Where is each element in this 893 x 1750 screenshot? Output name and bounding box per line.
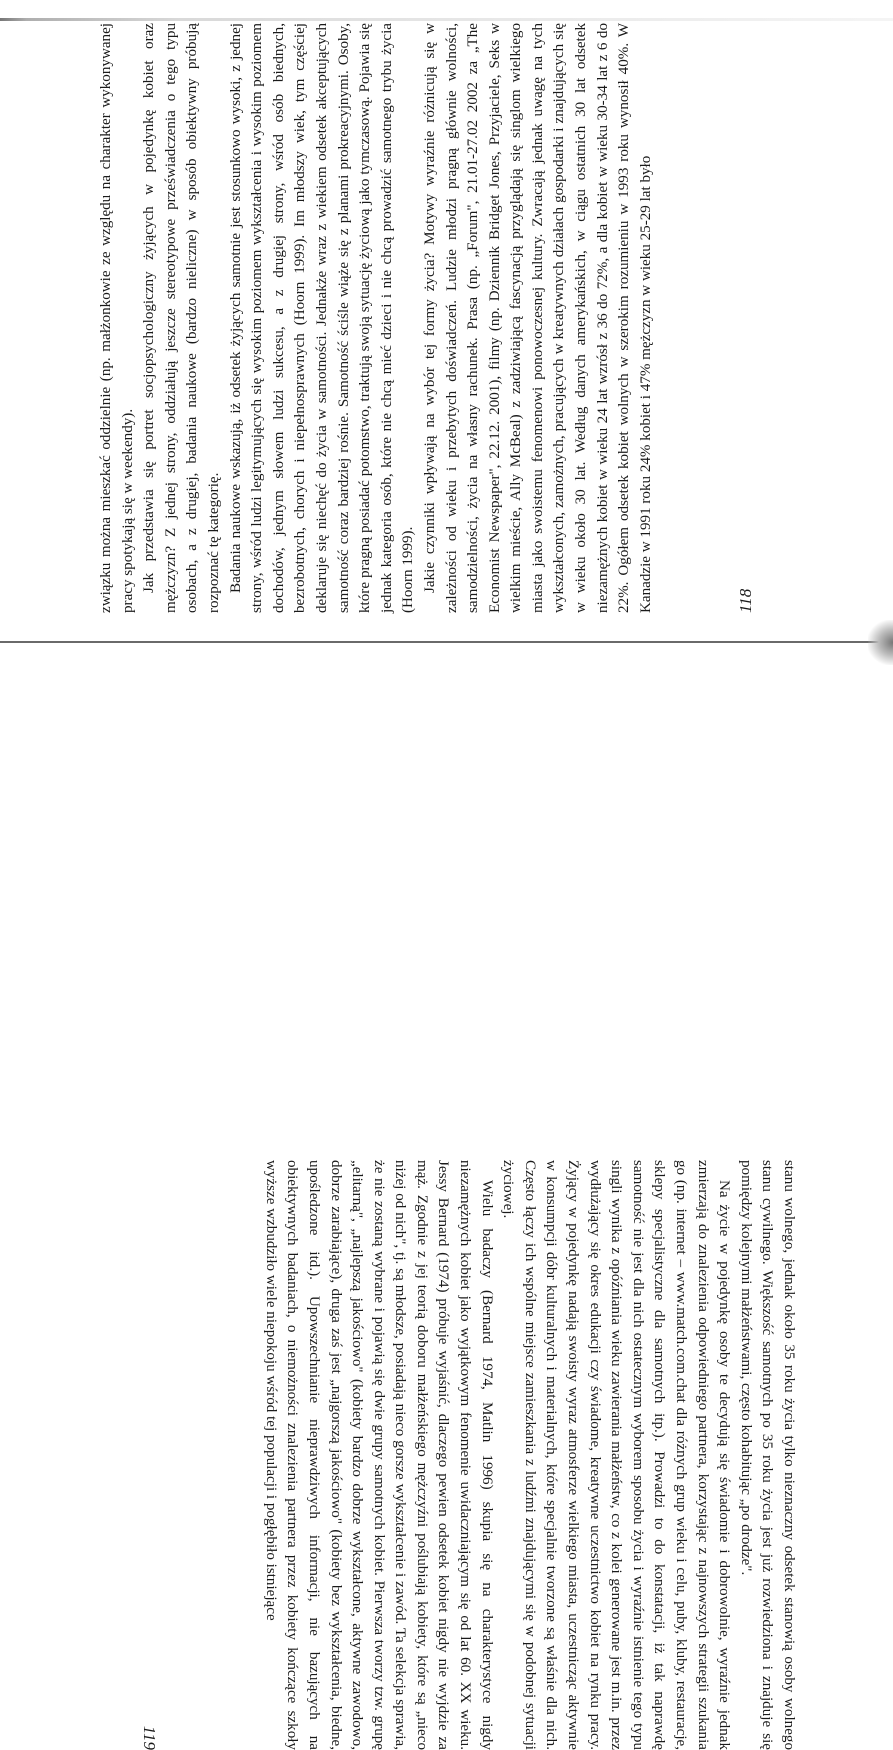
right-page	[134, 1160, 799, 1750]
right-page-body	[259, 1160, 799, 1750]
paragraph: stanu wolnego, jednak około 35 roku życia tylko nieznaczny odsetek stanowią osoby wolnego stanu cywilnego. Większość samotnych po 35 roku życia jest już rozwiedziona i znajduje się pomiędzy kolejnymi małżeństwami, często kohabitując „po drodze".	[737, 1160, 797, 1750]
paragraph: Jakie czynniki wpływają na wybór tej formy życia? Motywy wyraźnie różnicują się w zależności od wieku i przebytych doświadczeń. Ludzie młodzi pragną głównie wolności, samodzielności, życia na własny rachunek. Prasa (np. „Forum", 21.01-27.02 2002 za „The Economist Newspaper", 22.12. 2001), filmy (np. Dziennik Bridget Jones, Przyjaciele, Seks w wielkim mieście, Ally McBeal) z zadziwiającą fascynacją przyglądają się singlom wielkiego miasta jako swoistemu fenomenowi ponowoczesnej kultury. Zwracają jednak uwagę na tych wykształconych, zamożnych, pracujących w kreatywnych działach gospodarki i znajdujących się w wieku około 30 lat. Według danych amerykańskich, w ciągu ostatnich 30 lat odsetek niezamężnych kobiet w wieku 24 lat wzrósł z 36 do 72%, a dla kobiet w wieku 30-34 lat z 6 do 22%. Ogółem odsetek kobiet wolnych w szerokim rozumieniu w 1993 roku wynosił 40%. W Kanadzie w 1991 roku 24% kobiet i 47% mężczyzn w wieku 25-29 lat było	[421, 23, 654, 613]
left-page-body	[96, 23, 657, 613]
page-number: 118	[736, 588, 755, 613]
paragraph: Wielu badaczy (Bernard 1974, Matlin 1996) skupia się na charakterystyce nigdy niezamężnych kobiet jako wyjątkowym fenomenie uwidaczniającym się od lat 60. XX wieku. Jessy Bernard (1974) próbuje wyjaśnić, dlaczego pewien odsetek kobiet nigdy nie wyjdzie za mąż. Zgodnie z jej teorią doboru małżeńskiego mężczyźni poślubiają kobiety, które są „nieco niżej od nich", tj. są młodsze, posiadają nieco gorsze wykształcenie i zawód. Ta selekcja sprawia, że nie zostaną wybrane i pojawią się dwie grupy samotnych kobiet. Pierwsza tworzy tzw. grupę „elitarną", „najlepszą jakościowo" (kobiety bardzo dobrze wykształcone, aktywne zawodowo, dobrze zarabiające), druga zaś jest „najgorszą jakościowo" (kobiety bez wykształcenia, biedne, upośledzone itd.). Upowszechnianie nieprawdziwych informacji, nie bazujących na obiektywnych badaniach, o niemożności znalezienia partnera przez kobiety kończące szkoły wyższe wzbudziło wiele niepokoju wśród tej populacji i pogłębiło istniejące	[262, 1160, 495, 1750]
paragraph: Na życie w pojedynkę osoby te decydują się świadomie i dobrowolnie, wyraźnie jednak zmierzają do znalezienia odpowiedniego partnera, korzystając z najnowszych strategii szukania go (np. internet – www.match.com.chat dla różnych grup wieku i celu, puby, kluby, restauracje, sklepy specjalistyczne dla samotnych itp.). Prowadzi to do konstatacji, iż tak naprawdę samotność nie jest dla nich ostatecznym wyborem sposobu życia i wyraźnie istnienie tego typu singli wynika z opóźniania wieku zawierania małżeństw, co z kolei generowane jest m.in. przez wydłużający się okres edukacji czy świadome, kreatywne uczestnictwo kobiet na rynku pracy. Żyjący w pojedynkę nadają swoisty wyraz atmosferze wielkiego miasta, uczestnicząc aktywnie w konsumpcji dóbr kulturalnych i materialnych, które specjalnie tworzone są właśnie dla nich. Często łączy ich wspólne miejsce zamieszkania z ludźmi znajdującymi się w podobnej sytuacji życiowej.	[500, 1160, 733, 1750]
paragraph: Jak przedstawia się portret socjopsychologiczny żyjących w pojedynkę kobiet oraz mężczyzn? Z jednej strony, oddziałują jeszcze stereotypowe przeświadczenia o tego typu osobach, a z drugiej, badania naukowe (bardzo nieliczne) w sposób obiektywny próbują rozpoznać tę kategorię.	[141, 23, 222, 613]
paragraph: Badania naukowe wskazują, iż odsetek żyjących samotnie jest stosunkowo wysoki, z jednej strony, wśród ludzi legitymujących się wysokim poziomem wykształcenia i wysokim poziomem dochodów, jednym słowem ludzi sukcesu, a z drugiej strony, wśród osób biednych, bezrobotnych, chorych i niepełnosprawnych (Hoorn 1999). Im młodszy wiek, tym częściej deklaruje się niechęć do życia w samotności. Jednakże wraz z wiekiem odsetek akceptujących samotność coraz bardziej rośnie. Samotność ściśle wiąże się z planami prokreacyjnymi. Osoby, które pragną posiadać potomstwo, traktują swoją sytuację życiową jako tymczasową. Pojawia się jednak kategoria osób, które nie chcą mieć dzieci i nie chcą prowadzić samotnego trybu życia (Hoorn 1999).	[227, 23, 417, 613]
page-number: 119	[140, 1725, 159, 1750]
paragraph: związku można mieszkać oddzielnie (np. małżonkowie ze względu na charakter wykonywanej pracy spotykają się w weekendy).	[98, 23, 136, 613]
book-gutter-line	[0, 641, 893, 643]
scan-top-edge	[0, 18, 893, 21]
gutter-shadow	[868, 620, 893, 665]
left-page	[96, 23, 761, 613]
